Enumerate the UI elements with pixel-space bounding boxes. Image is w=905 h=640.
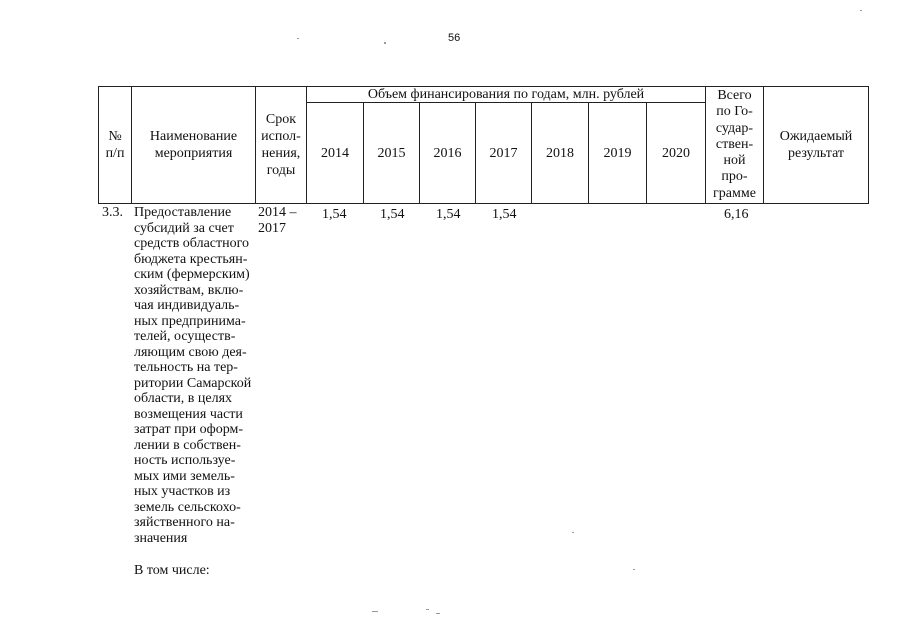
header-year [363,102,420,204]
row-value-2014: 1,54 [322,207,347,222]
scan-speck [426,609,429,610]
row-total: 6,16 [724,207,749,222]
header-year-text: 2014 [321,145,349,161]
header-term-text: Срок испол- нения, годы [261,112,301,178]
header-name [131,86,256,204]
header-num-text: № п/п [105,129,125,161]
header-year [475,102,532,204]
row-description: Предоставление субсидий за счет средств областного бюджета крестьян- ским (фермерским) хозяйствам, вклю- чая индивидуаль- ных предпринима- телей, осуществ- ляющим свою дея- тельность на тер- ритории Самарской области, в целях возмещения части затрат при оформ- лении в собствен- ность используе- мых ими земель- ных участков из земель сельскохо- зяйственного на- значения [134,205,252,546]
scan-speck [633,569,635,570]
header-result-text: Ожидаемый результат [779,129,853,161]
header-year-text: 2015 [377,145,406,161]
header-year-text: 2020 [662,145,690,161]
scan-speck [297,38,299,39]
header-year [588,102,647,204]
scan-speck [572,532,574,533]
scan-speck [372,611,378,612]
header-financing-text: Объем финансирования по годам, млн. рублей [367,87,645,102]
header-year-text: 2017 [489,145,518,161]
row-number: 3.3. [102,205,123,220]
header-year [306,102,364,204]
header-result [763,86,869,204]
row-term-start: 2014 – [258,205,297,220]
page-number: 56 [448,32,461,44]
including-label: В том числе: [134,563,210,578]
scan-speck [860,10,862,11]
header-year [419,102,476,204]
row-value-2015: 1,54 [380,207,405,222]
header-total-text: Всего по Го- судар- ствен- ной про- грамме [713,88,756,201]
header-num [98,86,132,204]
header-year [646,102,706,204]
header-total [705,86,764,204]
header-year-text: 2019 [603,145,632,161]
header-year [531,102,589,204]
header-year-text: 2016 [433,145,462,161]
header-term [255,86,307,204]
row-value-2016: 1,54 [436,207,461,222]
scan-speck [384,42,386,44]
row-term-end: 2017 [258,221,286,236]
header-name-text: Наименование мероприятия [149,129,238,161]
header-financing [306,86,706,103]
row-value-2017: 1,54 [492,207,517,222]
scan-speck [436,613,440,614]
header-year-text: 2018 [546,145,574,161]
